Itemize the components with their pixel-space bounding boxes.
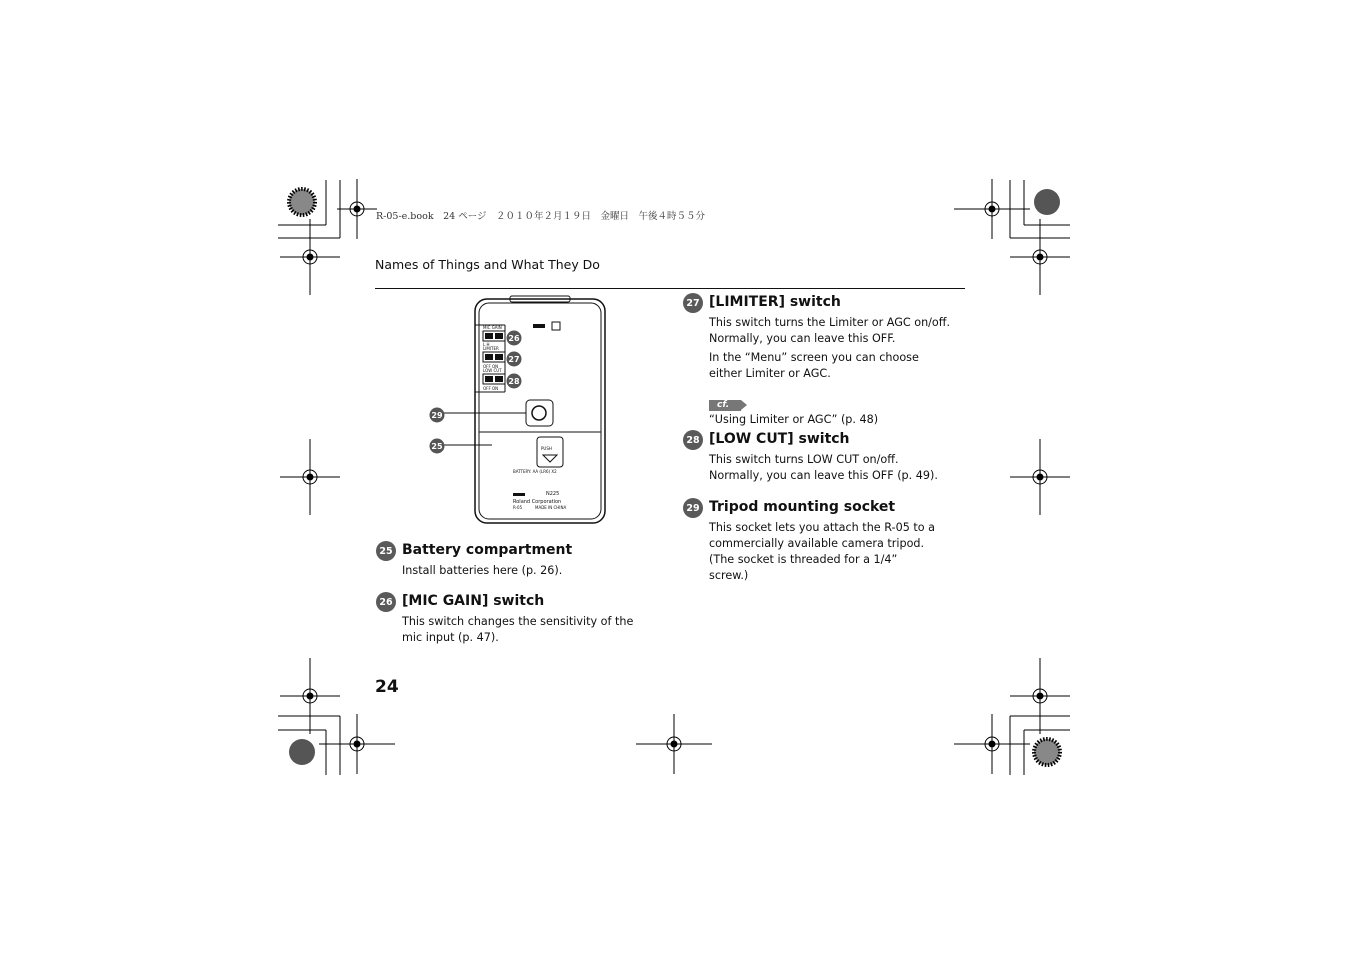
callout-25: 25	[431, 442, 443, 451]
running-head: Names of Things and What They Do	[375, 257, 600, 272]
section-title: [LIMITER] switch	[709, 294, 841, 310]
section-tripod-mounting-socket	[683, 498, 953, 587]
section-battery-compartment	[376, 541, 646, 582]
body-text: This socket lets you attach the R-05 to a commercially available camera tripod.	[709, 521, 936, 550]
label-push: PUSH	[541, 446, 552, 451]
body-text: Normally, you can leave this OFF.	[709, 332, 896, 345]
section-title: Battery compartment	[402, 542, 573, 558]
section-body	[709, 452, 954, 484]
body-text: Normally, you can leave this OFF (p. 49).	[709, 469, 938, 482]
label-mic-gain: MIC GAIN	[483, 325, 502, 330]
label-off-on-2: OFF ON	[483, 386, 499, 391]
section-number-badge: 27	[683, 293, 703, 313]
callout-29: 29	[431, 411, 443, 420]
section-body	[402, 563, 646, 579]
section-body	[709, 520, 939, 584]
label-brand: Roland Corporation	[513, 499, 562, 505]
label-battery: BATTERY: AA (LR6) X2	[513, 469, 557, 474]
callout-28: 28	[508, 377, 520, 386]
header-rule	[375, 288, 965, 289]
page-number: 24	[375, 677, 399, 697]
label-code: N225	[546, 491, 560, 497]
label-model: R-05	[513, 505, 523, 510]
body-text: This switch changes the sensitivity of the mic input (p. 47).	[402, 615, 634, 644]
section-body	[402, 614, 652, 646]
section-low-cut-switch	[683, 430, 953, 487]
device-rear-illustration	[425, 295, 615, 527]
section-body	[709, 315, 954, 427]
body-text: In the “Menu” screen you can choose either Limiter or AGC.	[709, 351, 919, 380]
body-text: Install batteries here (p. 26).	[402, 564, 563, 577]
section-mic-gain-switch	[376, 592, 646, 649]
label-l-h: L H	[483, 342, 490, 347]
print-header: R-05-e.book 24 ページ ２０１０年２月１９日 金曜日 午後４時５５分	[376, 211, 705, 222]
callout-26: 26	[508, 334, 520, 343]
device-diagram	[425, 295, 615, 527]
label-made-in: MADE IN CHINA	[535, 505, 567, 510]
callout-27: 27	[508, 355, 520, 364]
section-number-badge: 29	[683, 498, 703, 518]
section-number-badge: 28	[683, 430, 703, 450]
section-title: Tripod mounting socket	[709, 499, 896, 515]
label-off-on-1: OFF ON	[483, 364, 499, 369]
body-text: This switch turns LOW CUT on/off.	[709, 453, 899, 466]
cross-reference-link[interactable]: “Using Limiter or AGC” (p. 48)	[709, 413, 879, 426]
section-limiter-switch	[683, 293, 953, 427]
section-number-badge: 25	[376, 541, 396, 561]
label-low-cut: LOW CUT	[483, 368, 502, 373]
body-text: This switch turns the Limiter or AGC on/off.	[709, 316, 951, 329]
section-title: [LOW CUT] switch	[709, 431, 850, 447]
label-limiter: LIMITER	[483, 346, 499, 351]
cf-reference-tag: cf.	[709, 400, 741, 411]
section-number-badge: 26	[376, 592, 396, 612]
body-text: (The socket is threaded for a 1/4” screw.)	[709, 553, 898, 582]
section-title: [MIC GAIN] switch	[402, 593, 545, 609]
